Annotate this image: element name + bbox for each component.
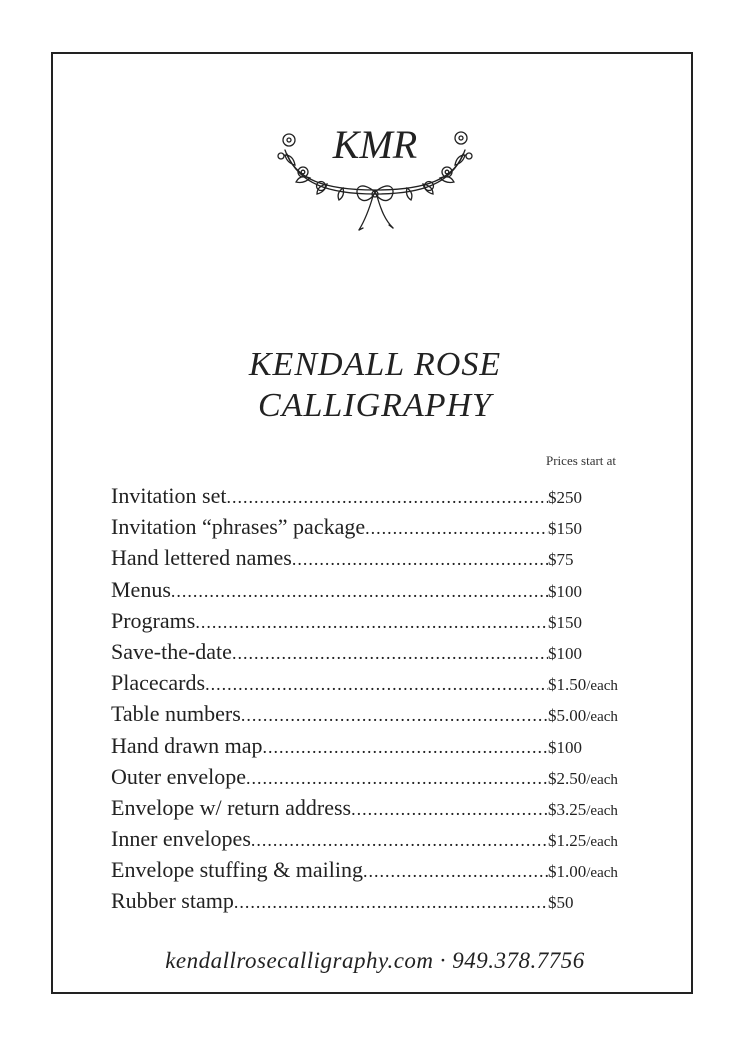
price-row bbox=[111, 542, 641, 573]
dot-leader bbox=[205, 669, 548, 700]
website-link[interactable]: kendallrosecalligraphy.com bbox=[165, 948, 434, 973]
price-row bbox=[111, 792, 641, 823]
item-name: Menus bbox=[111, 576, 171, 602]
price-unit: /each bbox=[586, 834, 618, 851]
dot-leader bbox=[363, 856, 548, 887]
item-name: Save-the-date bbox=[111, 638, 232, 664]
prices-start-note: Prices start at bbox=[546, 453, 617, 468]
item-price bbox=[548, 638, 641, 671]
dot-leader bbox=[351, 794, 548, 825]
price-row bbox=[111, 667, 641, 698]
item-price bbox=[548, 732, 641, 765]
price-amount: $100 bbox=[548, 737, 582, 757]
price-amount: $1.50 bbox=[548, 675, 587, 695]
item-name: Table numbers bbox=[111, 701, 241, 727]
item-name: Envelope w/ return address bbox=[111, 794, 352, 820]
price-row bbox=[111, 574, 641, 605]
item-price bbox=[548, 856, 641, 889]
item-name: Programs bbox=[111, 607, 196, 633]
item-name: Outer envelope bbox=[111, 763, 246, 789]
item-name: Envelope stuffing & mailing bbox=[111, 857, 363, 883]
monogram-logo bbox=[265, 110, 485, 240]
price-unit: /each bbox=[586, 678, 618, 695]
price-amount: $100 bbox=[548, 581, 582, 601]
price-row bbox=[111, 511, 641, 542]
footer-contact bbox=[0, 948, 750, 974]
price-amount: $3.25 bbox=[548, 799, 587, 819]
price-amount: $100 bbox=[548, 643, 582, 663]
monogram-letters: KMR bbox=[332, 122, 418, 167]
price-row bbox=[111, 854, 641, 885]
price-row bbox=[111, 605, 641, 636]
item-price bbox=[548, 700, 641, 733]
business-name-line-1: KENDALL ROSE bbox=[248, 346, 502, 383]
dot-leader bbox=[234, 887, 548, 918]
price-row bbox=[111, 823, 641, 854]
item-price bbox=[548, 825, 641, 858]
price-unit: /each bbox=[586, 865, 618, 882]
price-row bbox=[111, 480, 641, 511]
dot-leader bbox=[251, 825, 548, 856]
price-unit: /each bbox=[586, 709, 618, 726]
price-row bbox=[111, 885, 641, 916]
price-amount: $1.25 bbox=[548, 831, 587, 851]
dot-leader bbox=[226, 482, 548, 513]
dot-leader bbox=[171, 576, 548, 607]
price-row bbox=[111, 761, 641, 792]
price-amount: $250 bbox=[548, 488, 582, 507]
dot-leader bbox=[292, 544, 548, 575]
dot-leader bbox=[263, 732, 548, 763]
price-row bbox=[111, 698, 641, 729]
business-name-line-2: CALLIGRAPHY bbox=[258, 387, 492, 424]
item-name: Rubber stamp bbox=[111, 888, 234, 914]
dot-leader bbox=[232, 638, 548, 669]
price-amount: $1.00 bbox=[548, 862, 587, 882]
price-amount: $2.50 bbox=[548, 768, 587, 788]
floral-wreath-icon bbox=[265, 110, 485, 240]
item-price bbox=[548, 607, 641, 640]
footer-separator: · bbox=[439, 948, 447, 973]
price-amount: $5.00 bbox=[548, 706, 587, 726]
price-unit: /each bbox=[586, 802, 618, 819]
item-price bbox=[548, 544, 641, 577]
item-price bbox=[548, 482, 641, 515]
item-name: Hand drawn map bbox=[111, 732, 263, 758]
item-name: Inner envelopes bbox=[111, 826, 251, 852]
item-price bbox=[548, 513, 641, 546]
item-price bbox=[548, 887, 641, 920]
dot-leader bbox=[195, 607, 548, 638]
item-name: Placecards bbox=[111, 670, 206, 696]
item-price bbox=[548, 794, 641, 827]
price-amount: $50 bbox=[548, 893, 574, 913]
item-price bbox=[548, 669, 641, 702]
price-amount: $150 bbox=[548, 519, 582, 539]
price-row bbox=[111, 636, 641, 667]
phone-number[interactable]: 949.378.7756 bbox=[452, 948, 585, 973]
price-amount: $150 bbox=[548, 612, 582, 632]
price-amount: $75 bbox=[548, 550, 574, 570]
dot-leader bbox=[365, 513, 548, 544]
price-unit: /each bbox=[586, 771, 618, 788]
item-name: Invitation set bbox=[111, 483, 227, 508]
price-list bbox=[111, 480, 641, 917]
item-name: Hand lettered names bbox=[111, 545, 292, 571]
dot-leader bbox=[241, 700, 548, 731]
dot-leader bbox=[246, 763, 548, 794]
price-row bbox=[111, 730, 641, 761]
item-price bbox=[548, 763, 641, 796]
item-name: Invitation “phrases” package bbox=[111, 514, 366, 540]
item-price bbox=[548, 576, 641, 609]
